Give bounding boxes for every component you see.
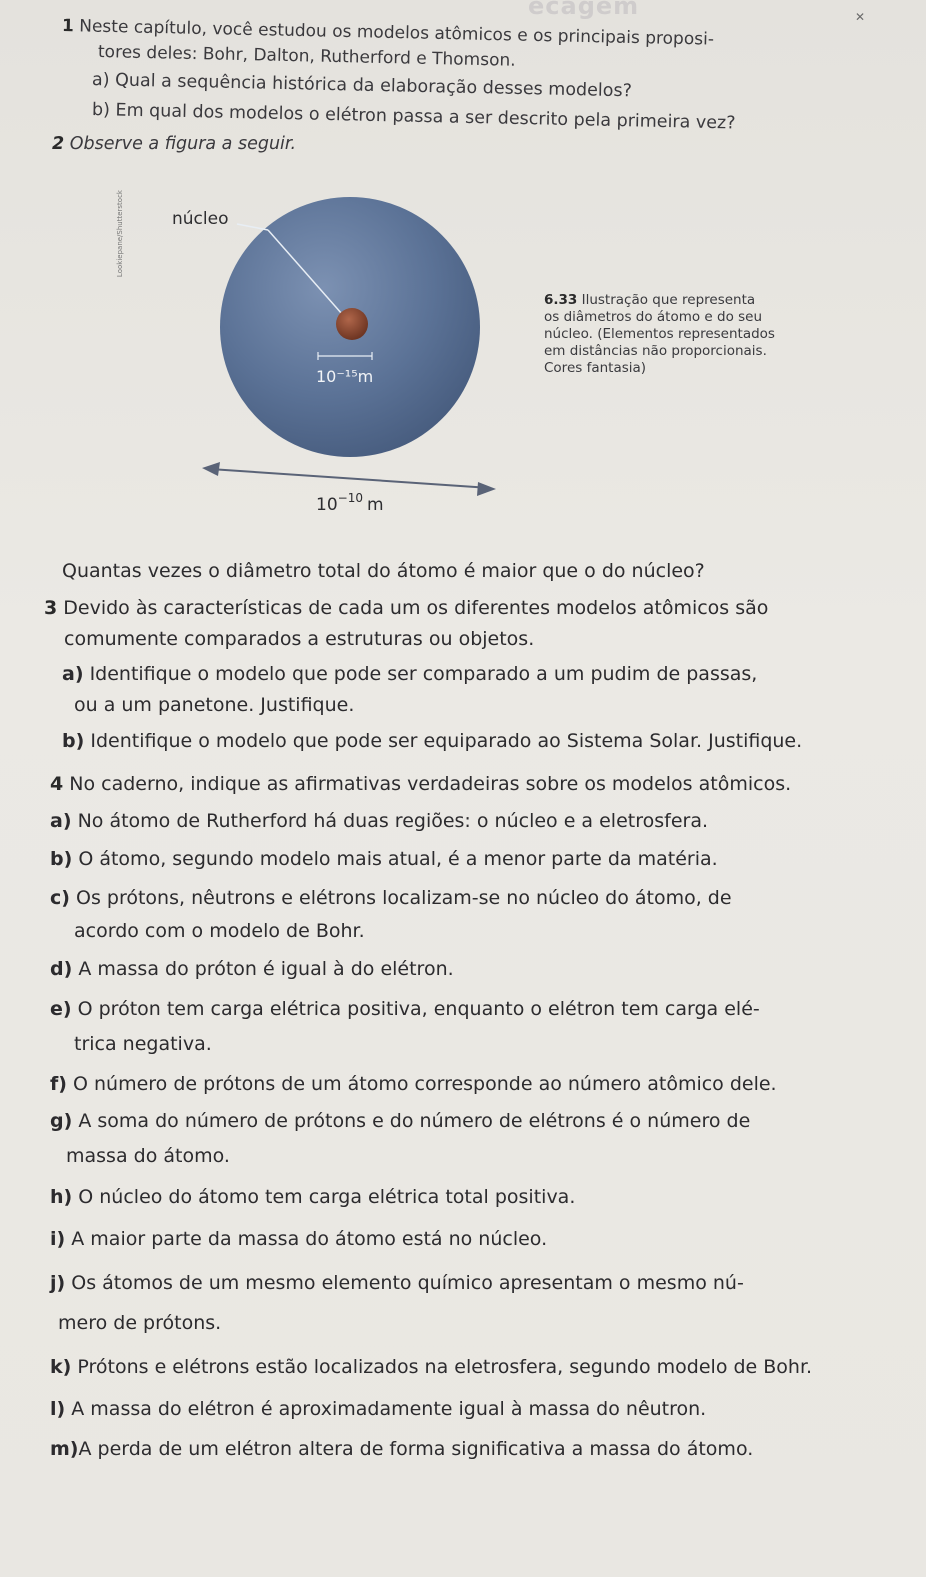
q4-m-label: m): [50, 1438, 79, 1460]
q4-item-f: [50, 1073, 777, 1095]
q3-item-a: [62, 663, 757, 685]
q3-b-label: b): [62, 730, 85, 752]
atom-size-arrowhead-right: [477, 482, 496, 496]
q1-number: 1: [61, 16, 75, 37]
q4-item-l: [50, 1398, 706, 1420]
q4-f-text: O número de prótons de um átomo corresponde ao número atômico dele.: [73, 1073, 777, 1095]
q4-c-label: c): [50, 887, 70, 909]
q4-l-text: A massa do elétron é aproximadamente igual à massa do nêutron.: [71, 1398, 707, 1420]
caption-line-3: núcleo. (Elementos representados: [544, 326, 775, 342]
q1-item-b: b) Em qual dos modelos o elétron passa a ser descrito pela primeira vez?: [91, 100, 736, 134]
q2-question: Quantas vezes o diâmetro total do átomo é maior que o do núcleo?: [62, 560, 705, 582]
q4-item-j: [50, 1272, 744, 1294]
atom-size-unit: m: [366, 495, 384, 515]
q4-e-text: O próton tem carga elétrica positiva, enquanto o elétron tem carga elé-: [77, 998, 760, 1020]
q2-line: [52, 134, 296, 154]
q4-intro: [50, 773, 791, 795]
q4-item-a: [50, 810, 708, 832]
q3-line2: comumente comparados a estruturas ou objetos.: [64, 628, 535, 650]
q4-j-label: j): [50, 1272, 66, 1294]
nucleus-label: núcleo: [172, 209, 229, 229]
q4-i-text: A maior parte da massa do átomo está no núcleo.: [71, 1228, 548, 1250]
atom-figure: [120, 192, 540, 522]
q4-e-label: e): [50, 998, 72, 1020]
q4-g-label: g): [50, 1110, 73, 1132]
q4-d-label: d): [50, 958, 73, 980]
q4-item-h: [50, 1186, 575, 1208]
q4-k-label: k): [50, 1356, 72, 1378]
q4-f-label: f): [50, 1073, 67, 1095]
q3-item-a-cont: ou a um panetone. Justifique.: [74, 694, 355, 716]
q4-intro-text: No caderno, indique as afirmativas verdadeiras sobre os modelos atômicos.: [69, 773, 792, 795]
corner-mark: ✕: [855, 10, 866, 24]
figure-caption: [544, 292, 775, 377]
q4-item-i: [50, 1228, 547, 1250]
q4-item-b: [50, 848, 718, 870]
q4-c-text: Os prótons, nêutrons e elétrons localizam-se no núcleo do átomo, de: [76, 887, 732, 909]
q4-item-g-cont: massa do átomo.: [66, 1145, 230, 1167]
q4-item-k: [50, 1356, 812, 1378]
atom-size-label: [316, 491, 384, 515]
nucleus-size-label: 10⁻¹⁵m: [316, 367, 374, 386]
label-connector-line: [237, 224, 268, 230]
q4-b-label: b): [50, 848, 73, 870]
q4-a-text: No átomo de Rutherford há duas regiões: o núcleo e a eletrosfera.: [77, 810, 709, 832]
q4-item-j-cont: mero de prótons.: [58, 1312, 222, 1334]
figure-credit: Lookiepane/Shutterstock: [116, 190, 124, 278]
q1-line2: tores deles: Bohr, Dalton, Rutherford e Thomson.: [97, 42, 516, 71]
nucleus-sphere: [336, 308, 368, 340]
q4-item-e-cont: trica negativa.: [74, 1033, 212, 1055]
caption-line-1: Ilustração que representa: [581, 292, 756, 308]
q4-h-text: O núcleo do átomo tem carga elétrica total positiva.: [78, 1186, 576, 1208]
atom-size-base: 10: [316, 495, 338, 515]
page-header-word: ecagem: [528, 0, 640, 20]
caption-number: 6.33: [544, 292, 578, 308]
q4-a-label: a): [50, 810, 72, 832]
q4-item-c-cont: acordo com o modelo de Bohr.: [74, 920, 365, 942]
q3-item-b: [62, 730, 802, 752]
q4-g-text: A soma do número de prótons e do número de elétrons é o número de: [78, 1110, 751, 1132]
q4-item-e: [50, 998, 760, 1020]
caption-line-5: Cores fantasia): [544, 360, 647, 376]
q4-i-label: i): [50, 1228, 66, 1250]
q4-b-text: O átomo, segundo modelo mais atual, é a menor parte da matéria.: [78, 848, 718, 870]
q3-a-label: a): [62, 663, 84, 685]
q3-a-text: Identifique o modelo que pode ser comparado a um pudim de passas,: [89, 663, 758, 685]
q4-item-g: [50, 1110, 750, 1132]
q3-b-text: Identifique o modelo que pode ser equiparado ao Sistema Solar. Justifique.: [90, 730, 803, 752]
q4-j-text: Os átomos de um mesmo elemento químico apresentam o mesmo nú-: [71, 1272, 744, 1294]
caption-line-4: em distâncias não proporcionais.: [544, 343, 767, 359]
q4-h-label: h): [50, 1186, 73, 1208]
q4-item-c: [50, 887, 732, 909]
q4-item-d: [50, 958, 454, 980]
q2-text: Observe a figura a seguir.: [69, 134, 297, 154]
q4-l-label: l): [50, 1398, 66, 1420]
q3-text-1: Devido às características de cada um os diferentes modelos atômicos são: [63, 597, 769, 619]
q4-d-text: A massa do próton é igual à do elétron.: [78, 958, 454, 980]
atom-size-arrowhead-left: [202, 462, 220, 476]
q3-line1: [44, 597, 768, 619]
q4-number: 4: [50, 773, 64, 795]
q4-m-text: A perda de um elétron altera de forma significativa a massa do átomo.: [78, 1438, 754, 1460]
q3-number: 3: [44, 597, 58, 619]
q1-item-a: a) Qual a sequência histórica da elaboração desses modelos?: [91, 70, 633, 102]
q4-k-text: Prótons e elétrons estão localizados na eletrosfera, segundo modelo de Bohr.: [77, 1356, 813, 1378]
q4-item-m: [50, 1438, 753, 1460]
caption-line-2: os diâmetros do átomo e do seu: [544, 309, 763, 325]
atom-size-exp: −10: [337, 491, 363, 505]
q1-text-1: Neste capítulo, você estudou os modelos atômicos e os principais proposi-: [79, 16, 715, 50]
q2-number: 2: [52, 134, 65, 154]
atom-size-arrow: [210, 469, 490, 488]
